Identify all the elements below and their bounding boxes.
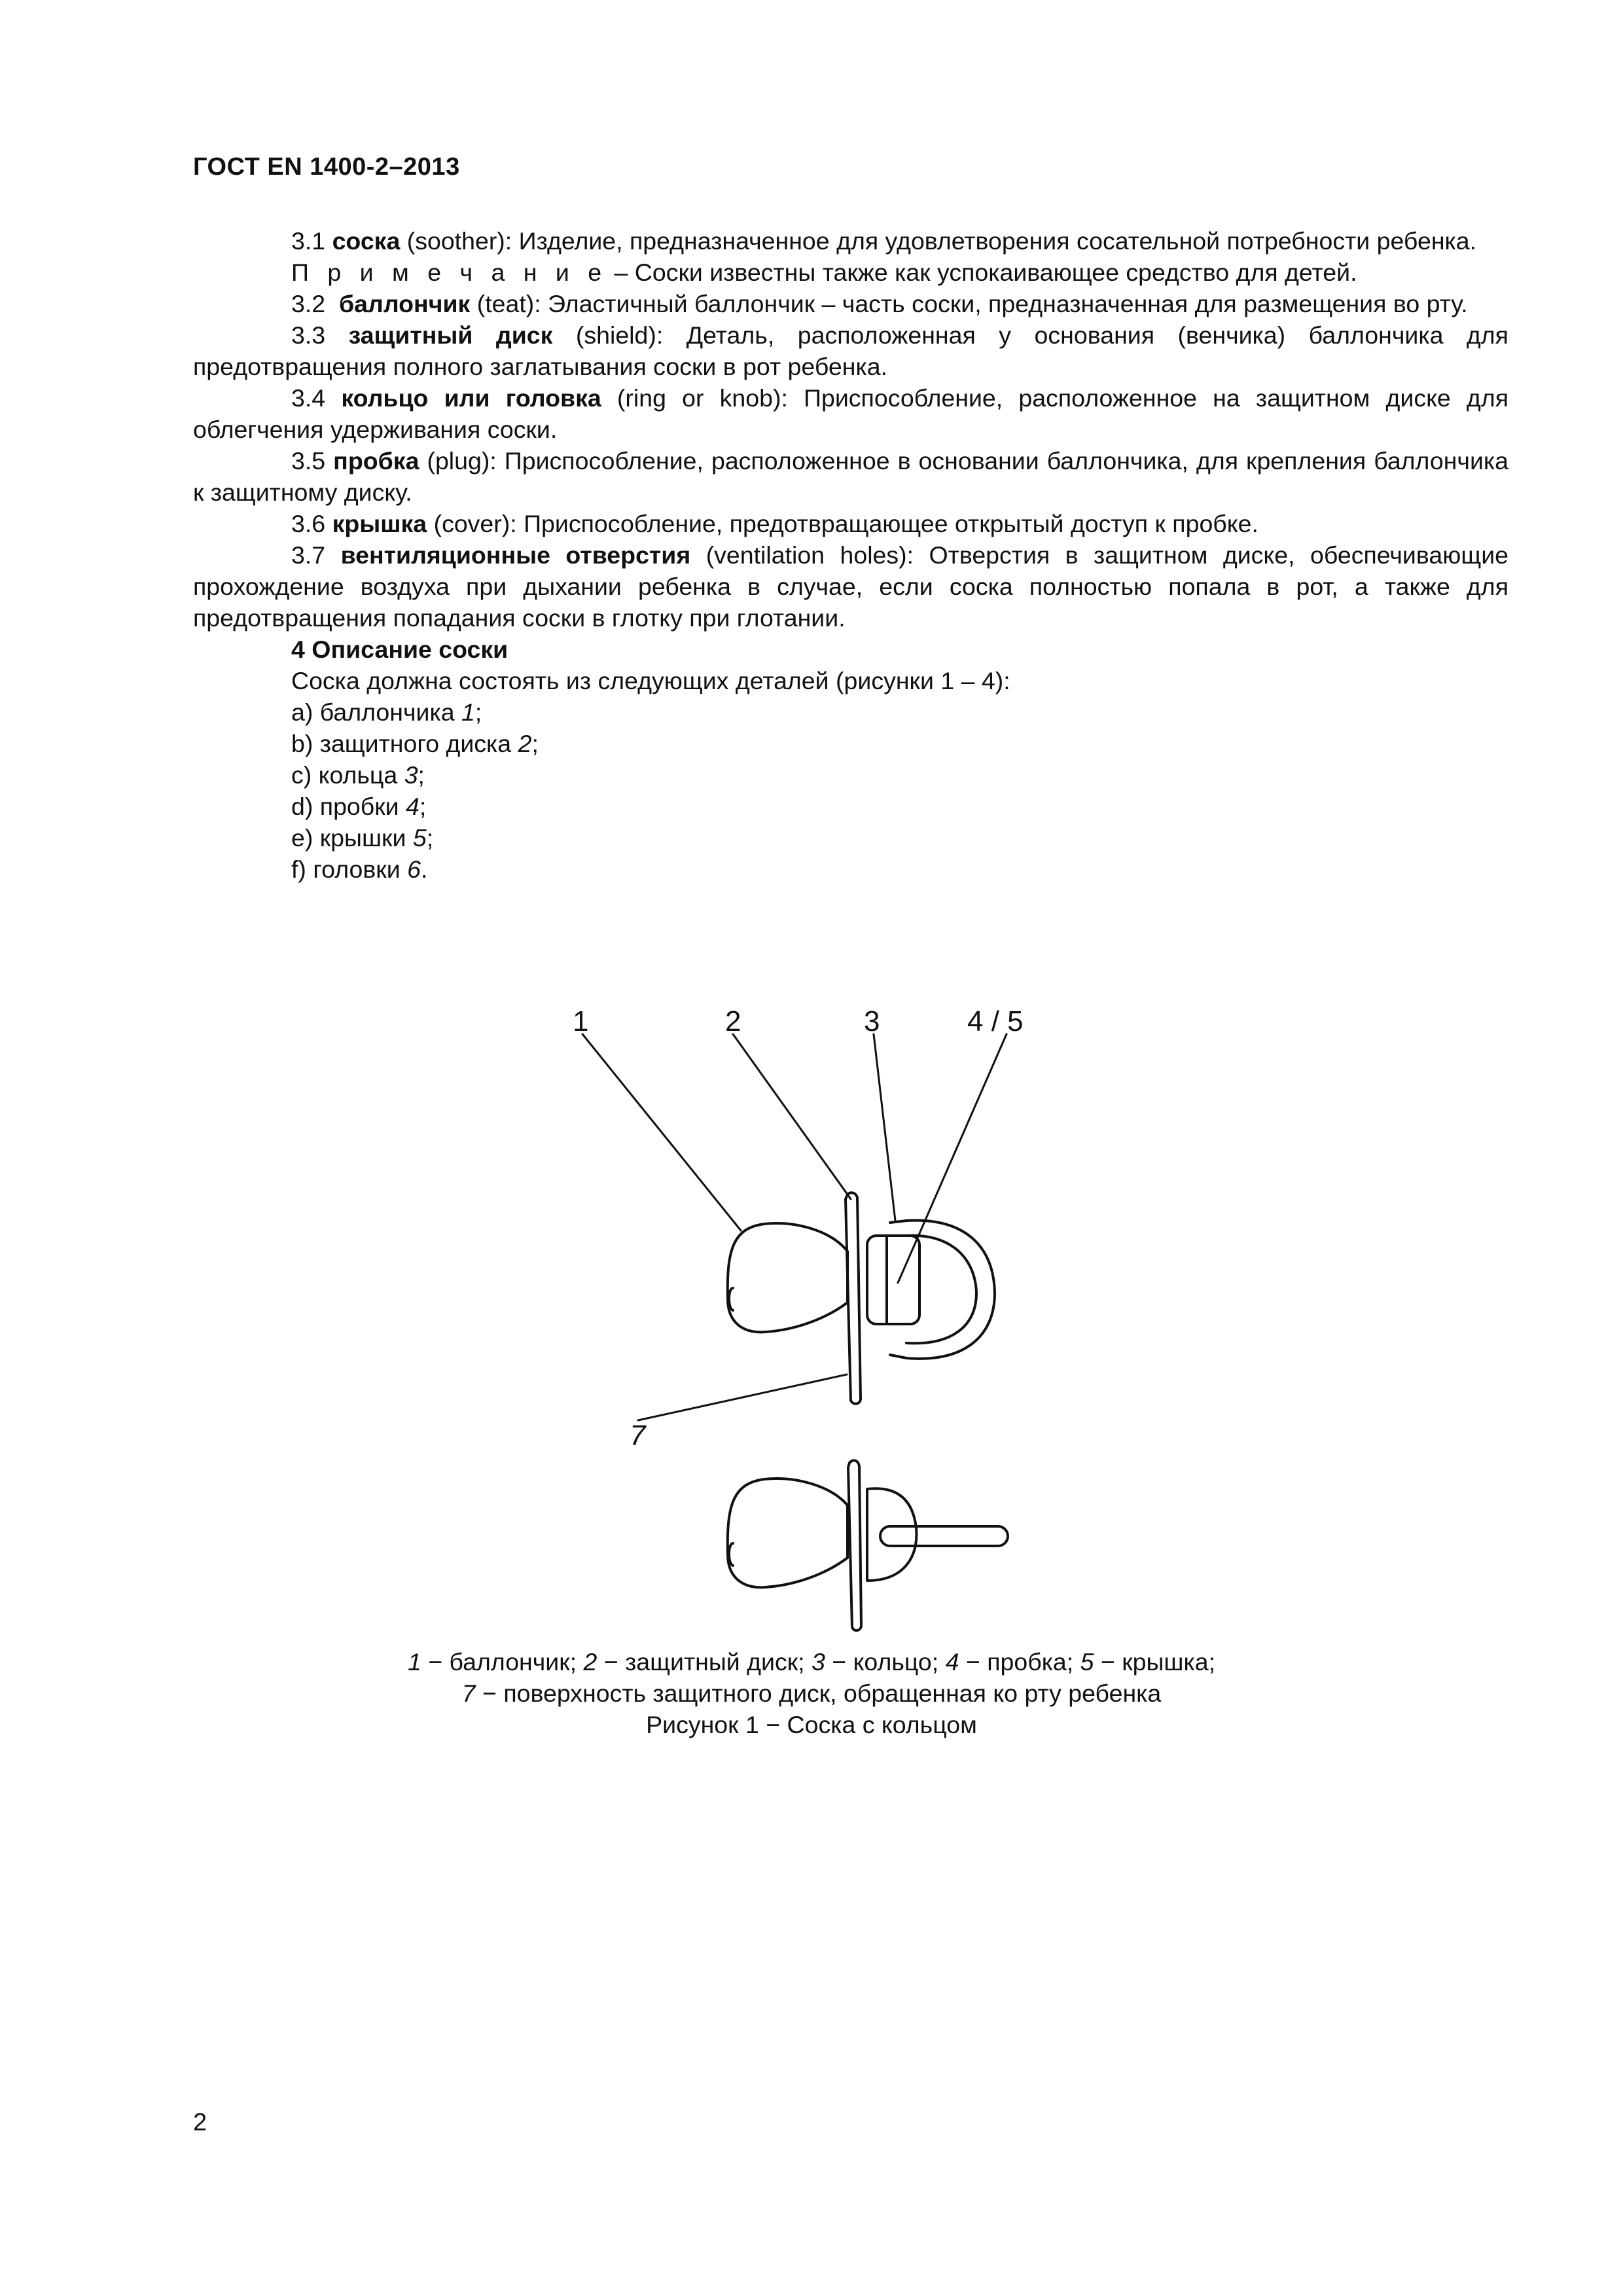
label-2: 2: [725, 1005, 741, 1037]
definition-3-5: 3.5 пробка (plug): Приспособление, расположенное в основании баллончика, для крепления баллончика к защитному диску.: [193, 447, 1508, 506]
term: соска: [332, 227, 401, 255]
section-4-heading: 4 Описание соски: [291, 636, 508, 663]
teat-shape: [728, 1479, 847, 1587]
section-4-intro: Соска должна состоять из следующих деталей (рисунки 1 – 4):: [291, 667, 1010, 694]
term: кольцо или головка: [341, 384, 601, 412]
definition-3-7: 3.7 вентиляционные отверстия (ventilation holes): Отверстия в защитном диске, обеспечивающие прохождение воздуха при дыхании ребенка в случае, если соска полностью попала в рот, а также для предотвращения попадания соски в глотку при глотании.: [193, 541, 1509, 632]
term: баллончик: [338, 290, 471, 317]
ring-inner: [906, 1236, 976, 1344]
teat-shape: [728, 1223, 847, 1332]
figure-1: [0, 969, 1623, 1636]
list-item: b) защитного диска 2;: [291, 730, 539, 757]
plug-stem: [880, 1526, 1008, 1546]
note: П р и м е ч а н и е – Соски известны также как успокаивающее средство для детей.: [291, 259, 1357, 286]
body-text: [193, 225, 1508, 885]
document-header: ГОСТ EN 1400-2–2013: [193, 153, 460, 181]
figure-title: Рисунок 1 − Соска с кольцом: [646, 1711, 977, 1738]
soother-drawing: [0, 969, 1623, 1636]
definition-3-1: 3.1 соска (soother): Изделие, предназначенное для удовлетворения сосательной потребности ребенка.: [291, 227, 1477, 255]
definition-3-4: 3.4 кольцо или головка (ring or knob): Приспособление, расположенное на защитном диске для облегчения удерживания соски.: [193, 384, 1509, 443]
label-3: 3: [864, 1005, 880, 1037]
shield-disk: [848, 1460, 861, 1630]
caption-line-2: 7 − поверхность защитного диск, обращенная ко рту ребенка: [461, 1679, 1162, 1707]
definition-3-3: 3.3 защитный диск (shield): Деталь, расположенная у основания (венчика) баллончика для предотвращения полного заглатывания соски в рот ребенка.: [193, 321, 1508, 380]
cover: [867, 1488, 916, 1581]
page-number: 2: [193, 2109, 207, 2136]
leader-lines: [582, 1034, 1007, 1420]
term: пробка: [333, 447, 419, 475]
teat-tip: [729, 1288, 733, 1310]
label-1: 1: [573, 1005, 589, 1037]
soother-side-view: [728, 1460, 1008, 1630]
definition-3-2: 3.2 баллончик (teat): Эластичный баллончик – часть соски, предназначенная для размещения во рту.: [291, 290, 1468, 317]
shield-disk: [846, 1193, 861, 1404]
list-item: f) головки 6.: [291, 855, 428, 883]
figure-caption: [0, 1646, 1623, 1740]
caption-line-1: 1 − баллончик; 2 − защитный диск; 3 − кольцо; 4 − пробка; 5 − крышка;: [407, 1648, 1216, 1676]
label-4-5: 4 / 5: [967, 1005, 1024, 1037]
list-item: d) пробки 4;: [291, 793, 427, 820]
term: крышка: [332, 510, 427, 537]
list-item: a) баллончика 1;: [291, 698, 482, 726]
list-item: c) кольца 3;: [291, 761, 425, 789]
definition-3-6: 3.6 крышка (cover): Приспособление, предотвращающее открытый доступ к пробке.: [291, 510, 1258, 537]
term: вентиляционные отверстия: [340, 541, 691, 569]
teat-tip: [729, 1543, 733, 1566]
soother-with-ring: [728, 1193, 995, 1404]
list-item: e) крышки 5;: [291, 824, 434, 852]
label-7: 7: [630, 1420, 646, 1452]
term: защитный диск: [348, 321, 553, 349]
